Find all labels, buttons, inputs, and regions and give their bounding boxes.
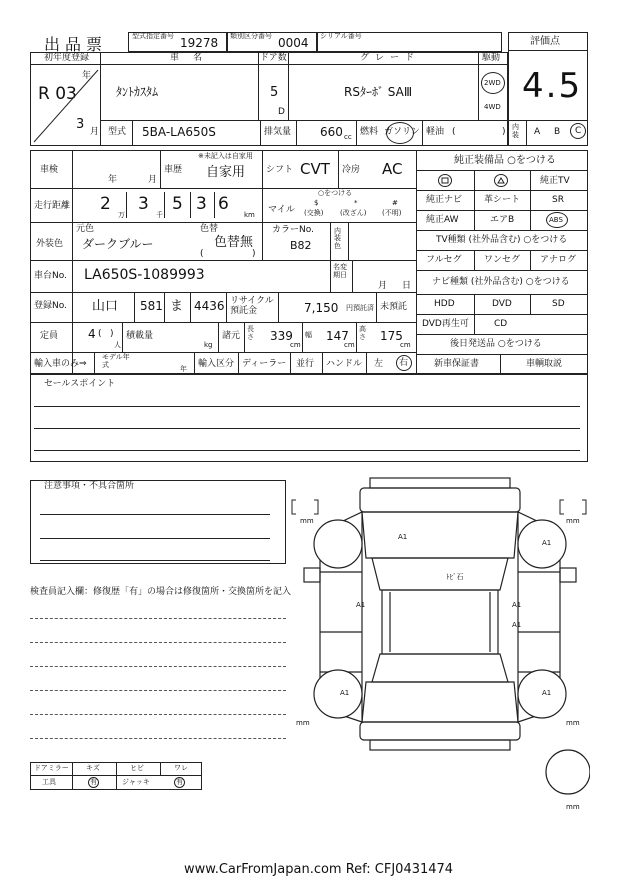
- navi-cd: CD: [494, 319, 508, 329]
- airbag: エアB: [490, 215, 515, 225]
- chassis-label: 車台No.: [34, 271, 67, 281]
- km-unit: km: [244, 211, 255, 219]
- vehicle-name: ﾀﾝﾄｶｽﾀﾑ: [116, 85, 159, 99]
- navi-label: ナビ種類 (社外品含む) ○をつける: [432, 277, 570, 287]
- sunroof-sr: SR: [552, 195, 564, 205]
- sales-point-label: セールスポイント: [44, 379, 116, 389]
- navi-hdd: HDD: [434, 299, 455, 309]
- damage-rear-door-r: A1: [512, 621, 522, 629]
- color-label: 外装色: [36, 239, 64, 249]
- height-cm: cm: [400, 341, 411, 349]
- vehicle-manual: 車輌取説: [526, 359, 563, 369]
- tamper-label: (改ざん): [340, 209, 367, 217]
- grade-label: グレード: [360, 53, 421, 63]
- fuel-label: 燃料: [360, 127, 379, 137]
- unknown-sym: #: [392, 199, 398, 207]
- first-reg-label: 初年度登録: [44, 53, 90, 63]
- paren-open: (: [452, 127, 456, 137]
- legend-tools: 工具: [42, 778, 56, 786]
- new-car-warranty: 新車保証書: [434, 359, 480, 369]
- drive-label: 駆動: [482, 53, 501, 63]
- left-label: 左: [374, 359, 384, 369]
- color-change-label: 色替: [200, 224, 219, 234]
- mile-label: マイル: [268, 205, 295, 215]
- capacity: 4: [88, 327, 96, 341]
- handle-label: ハンドル: [326, 359, 363, 369]
- interior-c: C: [575, 126, 582, 136]
- serial-label: シリアル番号: [320, 32, 362, 40]
- drive-4wd: 4WD: [484, 103, 501, 111]
- interior-a: A: [534, 127, 541, 137]
- model-label: 型式: [108, 127, 127, 137]
- man-unit: 万: [118, 211, 125, 219]
- color-no-label: カラーNo.: [272, 225, 314, 235]
- mm-rl: mm: [296, 719, 310, 727]
- month-unit: 月: [90, 127, 100, 137]
- length-cm: cm: [290, 341, 301, 349]
- interior-label: 内装: [512, 123, 519, 139]
- inspection-month-unit: 月: [148, 175, 158, 185]
- legend-break: ワレ: [174, 764, 188, 772]
- type-no-label: 型式指定番号: [132, 32, 174, 40]
- door-suffix: D: [278, 107, 285, 117]
- ac: AC: [382, 160, 403, 178]
- doors-label: ドア数: [260, 53, 287, 63]
- genuine-aw: 純正AW: [426, 215, 459, 225]
- history-label: 車歴: [164, 165, 183, 175]
- model-year-label: モデル年式: [102, 353, 130, 369]
- capacity-paren-close: ): [110, 329, 114, 339]
- name-label: 車名: [170, 53, 217, 63]
- color-change: 色替無: [214, 235, 254, 250]
- door-count: 5: [270, 85, 279, 100]
- genuine-label: 純正装備品 ○をつける: [454, 155, 556, 166]
- tamper-sym: *: [354, 199, 358, 207]
- mileage-digit-2: 3: [138, 194, 149, 214]
- int-color-label: 内装色: [334, 227, 341, 250]
- mileage-label: 走行距離: [34, 201, 71, 211]
- inspection-year-unit: 年: [108, 175, 118, 185]
- shift-label: シフト: [266, 165, 294, 175]
- length: 339: [270, 329, 293, 343]
- sen-unit: 千: [156, 211, 163, 219]
- power-window-icon-inner: [496, 176, 506, 185]
- right-label: 右: [399, 358, 409, 368]
- legend-jack: ジャッキ: [122, 778, 150, 786]
- watermark: www.CarFromJapan.com Ref: CFJ0431474: [184, 862, 454, 877]
- orig-color-label: 元色: [76, 224, 95, 234]
- mileage-digit-1: 2: [100, 194, 111, 214]
- score-value: 4.5: [522, 66, 583, 106]
- recycle-unpaid: 未預託: [380, 302, 408, 312]
- later-label: 後日発送品 ○をつける: [450, 339, 542, 349]
- grade: RSﾀｰﾎﾞ SAⅢ: [344, 85, 413, 99]
- damage-windshield: ﾄﾋﾞ石: [446, 573, 464, 581]
- meter-circle-note: ○をつける: [318, 189, 353, 197]
- ac-label: 冷房: [342, 165, 361, 175]
- navi-sd: SD: [552, 299, 565, 309]
- height: 175: [380, 329, 403, 343]
- page-title: 出品票: [44, 35, 108, 54]
- sunroof-icon-inner: [440, 176, 450, 185]
- cautions-label: 注意事項・不具合箇所: [44, 481, 135, 491]
- light-oil-label: 軽油: [426, 127, 445, 137]
- import-cat-label: 輸入区分: [198, 359, 235, 369]
- exchange-label: (交換): [304, 209, 324, 217]
- exchange-sym: $: [314, 199, 319, 207]
- damage-tire-rr: A1: [542, 689, 552, 697]
- tools-mark: 有: [90, 778, 97, 786]
- exterior-color: ダークブルー: [82, 237, 154, 251]
- chassis: LA650S-1089993: [84, 267, 205, 283]
- score-label: 評価点: [530, 36, 560, 47]
- capacity-label: 定員: [40, 331, 59, 341]
- damage-tire-rl: A1: [340, 689, 350, 697]
- recycle-label: リサイクル預託金: [230, 296, 274, 317]
- mileage-digit-4: 3: [196, 194, 207, 214]
- interior-b: B: [554, 127, 561, 137]
- title-change-month: 月: [378, 281, 388, 291]
- parallel-label: 並行: [296, 359, 315, 369]
- damage-front-door-r: A1: [512, 601, 522, 609]
- reg-number: 4436: [194, 299, 225, 313]
- width-cm: cm: [344, 341, 355, 349]
- reg-class: 581: [140, 299, 163, 313]
- reg-month: 3: [76, 117, 85, 132]
- title-change-label: 名変期日: [333, 263, 347, 279]
- displacement: 660: [320, 125, 343, 139]
- mm-fr: mm: [566, 517, 580, 525]
- one-seg: ワンセグ: [484, 255, 521, 265]
- recycle-status: 円預託済: [346, 304, 374, 312]
- legend-scratch: キズ: [86, 764, 100, 772]
- height-label: 高さ: [359, 325, 366, 341]
- history: 自家用: [206, 165, 246, 180]
- fuel: ガソリン: [384, 127, 421, 137]
- dims-label: 諸元: [222, 331, 241, 341]
- class-no-label: 類別区分番号: [230, 32, 272, 40]
- full-seg: フルセグ: [426, 255, 462, 265]
- year-unit: 年: [82, 71, 92, 81]
- import-label: 輸入車のみ⇒: [34, 359, 87, 369]
- displacement-label: 排気量: [264, 127, 292, 137]
- width-label: 幅: [305, 331, 312, 339]
- legend-crack: ヒビ: [130, 764, 144, 772]
- load-kg: kg: [204, 341, 213, 349]
- capacity-paren-open: (: [98, 329, 102, 339]
- reg-year: R 03: [38, 84, 77, 104]
- dvd-player: DVD再生可: [422, 319, 469, 329]
- model: 5BA-LA650S: [142, 125, 216, 139]
- mileage-digit-5: 6: [218, 194, 229, 214]
- analog: アナログ: [540, 255, 577, 265]
- history-note: ※未記入は自家用: [198, 152, 253, 160]
- tv-label: TV種類 (社外品含む) ○をつける: [436, 235, 568, 245]
- jack-mark: 有: [176, 778, 183, 786]
- class-no: 0004: [278, 36, 309, 50]
- inspector-label: 検査員記入欄：修復歴「有」の場合は修復箇所・交換箇所を記入: [30, 587, 292, 597]
- recycle-amount: 7,150: [304, 301, 339, 315]
- cautions-box: [30, 480, 286, 564]
- paren-close: ): [502, 127, 506, 137]
- inspection-label: 車検: [40, 165, 59, 175]
- drive-2wd: 2WD: [484, 79, 501, 87]
- abs: ABS: [549, 216, 563, 224]
- cc-unit: cc: [344, 133, 352, 141]
- load-label: 積載量: [126, 331, 154, 341]
- unknown-label: (不明): [382, 209, 402, 217]
- car-damage-diagram: [290, 472, 590, 812]
- dealer-label: ディーラー: [242, 359, 287, 369]
- reg-no-label: 登録No.: [34, 301, 67, 311]
- shift: CVT: [300, 160, 330, 178]
- navi-dvd: DVD: [492, 299, 512, 309]
- mm-fl: mm: [300, 517, 314, 525]
- reg-kana: ま: [170, 299, 184, 314]
- genuine-tv: 純正TV: [540, 176, 570, 186]
- width: 147: [326, 329, 349, 343]
- color-change-paren-open: (: [200, 249, 204, 259]
- mm-rr: mm: [566, 719, 580, 727]
- length-label: 長さ: [247, 325, 254, 341]
- leather-seat: 革シート: [484, 195, 521, 205]
- model-year-unit: 年: [180, 365, 187, 373]
- damage-tire-fr: A1: [542, 539, 552, 547]
- color-no: B82: [290, 239, 312, 252]
- type-no: 19278: [180, 36, 219, 50]
- capacity-unit: 人: [114, 341, 121, 349]
- damage-front-door-l: A1: [356, 601, 366, 609]
- mileage-digit-3: 5: [172, 194, 183, 214]
- genuine-navi: 純正ナビ: [426, 195, 463, 205]
- mm-spare: mm: [566, 803, 580, 811]
- legend-door-mirror: ドアミラー: [34, 764, 69, 772]
- color-change-paren-close: ): [252, 249, 256, 259]
- reg-area: 山口: [92, 299, 119, 314]
- damage-tire-fl: A1: [398, 533, 408, 541]
- title-change-day: 日: [402, 281, 412, 291]
